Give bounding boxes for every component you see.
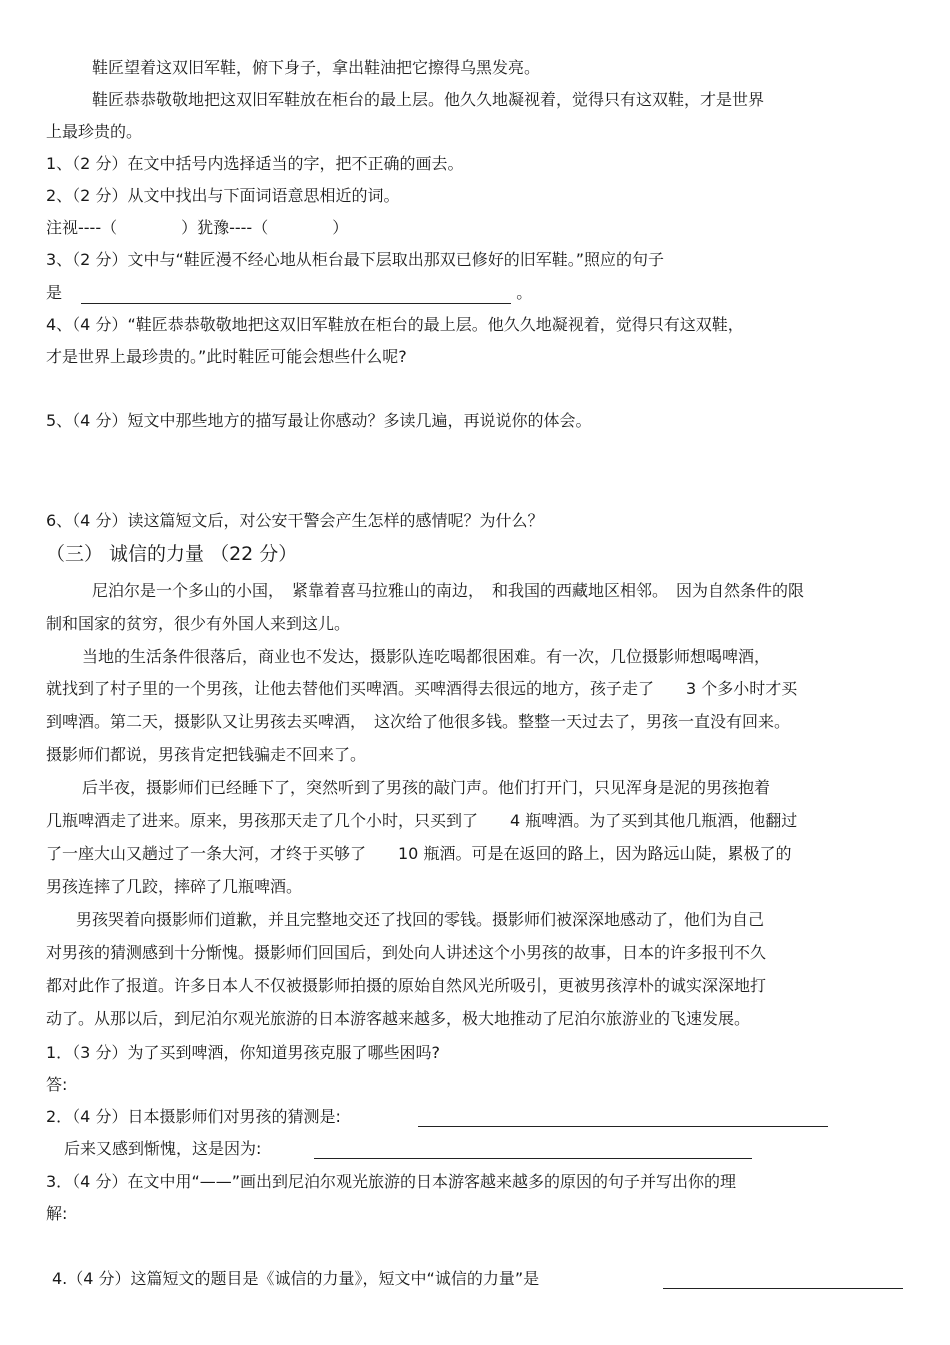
question-2: 2、（2 分）从文中找出与下面词语意思相近的词。	[46, 186, 400, 205]
answer-blank[interactable]	[314, 1140, 752, 1159]
paragraph-line: 制和国家的贫穷，很少有外国人来到这儿。	[46, 614, 351, 633]
paragraph-line: 到啤酒。第二天，摄影队又让男孩去买啤酒， 这次给了他很多钱。整整一天过去了，男孩一直没有回来。	[46, 712, 791, 731]
paragraph-line: 男孩连摔了几跤，摔碎了几瓶啤酒。	[46, 877, 303, 896]
answer-suffix: 。	[516, 283, 533, 302]
answer-blank[interactable]	[81, 285, 511, 304]
question-6: 6、（4 分）读这篇短文后，对公安干警会产生怎样的感情呢？为什么？	[46, 511, 544, 530]
section-title: （三） 诚信的力量 （22 分）	[46, 543, 298, 565]
answer-label: 答:	[46, 1075, 68, 1094]
answer-blank[interactable]	[663, 1270, 903, 1289]
question-3-answer-row	[46, 282, 532, 304]
question-4-cont: 才是世界上最珍贵的。”此时鞋匠可能会想些什么呢?	[46, 347, 407, 366]
text-line: 鞋匠恭恭敬敬地把这双旧军鞋放在柜台的最上层。他久久地凝视着，觉得只有这双鞋，才是世界	[92, 90, 765, 109]
reading-question-2: 2．（4 分）日本摄影师们对男孩的猜测是:	[46, 1107, 341, 1126]
question-1: 1、（2 分）在文中括号内选择适当的字，把不正确的画去。	[46, 154, 464, 173]
question-5: 5、（4 分）短文中那些地方的描写最让你感动？多读几遍，再说说你的体会。	[46, 411, 592, 430]
question-2-synonyms: 注视----（ ）犹豫----（ ）	[46, 218, 349, 237]
text-line: 上最珍贵的。	[46, 122, 143, 141]
reading-question-1: 1．（3 分）为了买到啤酒，你知道男孩克服了哪些困吗?	[46, 1043, 440, 1062]
question-4: 4、（4 分）“鞋匠恭恭敬敬地把这双旧军鞋放在柜台的最上层。他久久地凝视着，觉得只有这双鞋，	[46, 315, 744, 334]
answer-blank[interactable]	[418, 1108, 828, 1127]
paragraph-line: 对男孩的猜测感到十分惭愧。摄影师们回国后，到处向人讲述这个小男孩的故事，日本的许多报刊不久	[46, 943, 767, 962]
paragraph-line: 尼泊尔是一个多山的小国， 紧靠着喜马拉雅山的南边， 和我国的西藏地区相邻。 因为自然条件的限	[92, 581, 805, 600]
reading-question-4: 4.（4 分）这篇短文的题目是《诚信的力量》，短文中“诚信的力量”是	[52, 1269, 540, 1288]
paragraph-line: 了一座大山又趟过了一条大河，才终于买够了 10 瓶酒。可是在返回的路上，因为路远山陡，累极了的	[46, 844, 792, 863]
reading-question-3-cont: 解:	[46, 1204, 68, 1223]
paragraph-line: 男孩哭着向摄影师们道歉，并且完整地交还了找回的零钱。摄影师们被深深地感动了，他们为自己	[76, 910, 765, 929]
answer-prefix: 是	[46, 283, 63, 302]
paragraph-line: 就找到了村子里的一个男孩，让他去替他们买啤酒。买啤酒得去很远的地方，孩子走了 3 个多小时才买	[46, 679, 798, 698]
text-line: 鞋匠望着这双旧军鞋，俯下身子，拿出鞋油把它擦得乌黑发亮。	[92, 58, 541, 77]
paragraph-line: 摄影师们都说，男孩肯定把钱骗走不回来了。	[46, 745, 367, 764]
paragraph-line: 当地的生活条件很落后，商业也不发达，摄影队连吃喝都很困难。有一次，几位摄影师想喝啤酒，	[82, 647, 771, 666]
paragraph-line: 几瓶啤酒走了进来。原来，男孩那天走了几个小时，只买到了 4 瓶啤酒。为了买到其他几瓶酒，他翻过	[46, 811, 798, 830]
paragraph-line: 动了。从那以后，到尼泊尔观光旅游的日本游客越来越多，极大地推动了尼泊尔旅游业的飞速发展。	[46, 1009, 751, 1028]
question-3: 3、（2 分）文中与“鞋匠漫不经心地从柜台最下层取出那双已修好的旧军鞋。”照应的句子	[46, 250, 665, 269]
paragraph-line: 都对此作了报道。许多日本人不仅被摄影师拍摄的原始自然风光所吸引，更被男孩淳朴的诚实深深地打	[46, 976, 767, 995]
reading-question-2-cont: 后来又感到惭愧，这是因为:	[64, 1139, 262, 1158]
paragraph-line: 后半夜，摄影师们已经睡下了，突然听到了男孩的敲门声。他们打开门，只见浑身是泥的男孩抱着	[82, 778, 771, 797]
reading-question-3: 3．（4 分）在文中用“——”画出到尼泊尔观光旅游的日本游客越来越多的原因的句子并写出你的理	[46, 1172, 737, 1191]
